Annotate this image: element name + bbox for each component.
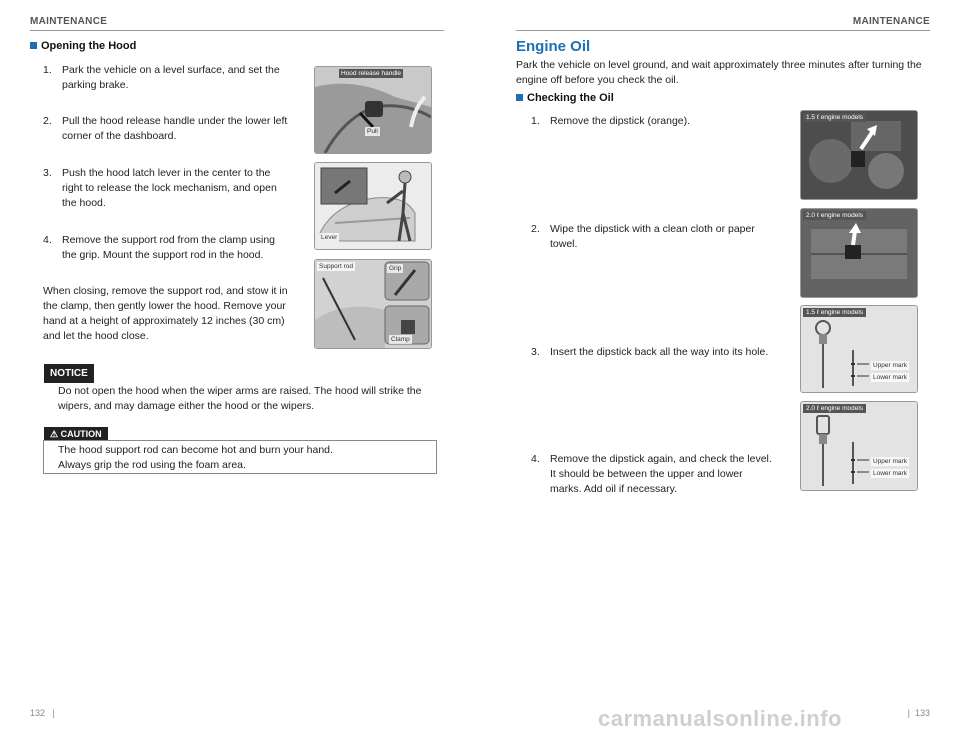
caution-badge	[44, 427, 108, 441]
step-line: towel.	[550, 238, 578, 250]
intro-line: engine off before you check the oil.	[516, 74, 679, 86]
engine-20-tag: 2.0 ℓ engine models	[803, 211, 866, 220]
notice-line: Do not open the hood when the wiper arms are raised. The hood will strike the	[58, 385, 422, 397]
step-line: It should be between the upper and lower	[550, 468, 743, 480]
step-number: 2.	[531, 223, 540, 235]
right-step-3	[531, 345, 796, 361]
step-text: Insert the dipstick back all the way into its hole.	[550, 346, 769, 358]
hood-latch-figure	[314, 162, 432, 250]
step-line: Remove the dipstick again, and check the level.	[550, 453, 772, 465]
step-line: Pull the hood release handle under the lower left	[62, 115, 288, 127]
lower-mark-label: Lower mark	[873, 470, 907, 477]
upper-mark-label: Upper mark	[873, 458, 907, 465]
step-line: Park the vehicle on a level surface, and set the	[62, 64, 280, 76]
right-header-rule	[516, 30, 930, 31]
right-step-1	[531, 114, 791, 130]
step-number: 3.	[43, 167, 52, 179]
left-section-title-text: Opening the Hood	[41, 40, 137, 52]
closing-paragraph	[43, 284, 303, 344]
step-number: 1.	[43, 64, 52, 76]
left-step-3	[43, 166, 303, 212]
step-line: Wipe the dipstick with a clean cloth or paper	[550, 223, 755, 235]
step-line: right to release the lock mechanism, and open	[62, 182, 277, 194]
closing-line: hand at a height of approximately 12 inches (30 cm)	[43, 315, 285, 327]
step-number: 2.	[43, 115, 52, 127]
step-text	[550, 222, 755, 252]
closing-line: the clamp, then gently lower the hood. Remove your	[43, 300, 286, 312]
support-rod-label: Support rod	[319, 263, 353, 270]
engine-15-illustration	[801, 111, 917, 199]
step-line: Remove the support rod from the clamp using	[62, 234, 276, 246]
step-line: the grip. Mount the support rod in the hood.	[62, 249, 264, 261]
lower-mark-label: Lower mark	[873, 374, 907, 381]
step-number: 1.	[531, 115, 540, 127]
left-step-2	[43, 114, 303, 146]
caution-text	[58, 443, 333, 473]
left-step-4	[43, 233, 303, 265]
engine-oil-title: Engine Oil	[516, 38, 591, 55]
right-step-2	[531, 222, 791, 254]
step-number: 4.	[43, 234, 52, 246]
left-header-rule	[30, 30, 444, 31]
warning-icon: ⚠	[50, 429, 59, 439]
lever-label: Lever	[321, 234, 338, 241]
closing-line: and let the hood close.	[43, 330, 149, 342]
pull-label: Pull	[367, 128, 378, 135]
hood-release-handle-label: Hood release handle	[341, 70, 401, 77]
engine-15-tag: 1.5 ℓ engine models	[803, 113, 866, 122]
engine-20-remove-figure	[800, 208, 918, 298]
right-step-4	[531, 452, 796, 498]
step-text	[62, 233, 275, 263]
dipstick-15-tag: 1.5 ℓ engine models	[803, 308, 866, 317]
caution-line: Always grip the rod using the foam area.	[58, 459, 246, 471]
step-line: Push the hood latch lever in the center to the	[62, 167, 271, 179]
step-number: 4.	[531, 453, 540, 465]
hood-release-illustration	[315, 67, 431, 153]
step-number: 3.	[531, 346, 540, 358]
step-text: Remove the dipstick (orange).	[550, 115, 691, 127]
step-line: corner of the dashboard.	[62, 130, 177, 142]
step-text	[62, 114, 287, 144]
notice-line: wipers, and may damage either the hood or the wipers.	[58, 400, 315, 412]
step-line: the hood.	[62, 197, 106, 209]
left-page-number-text: 132	[30, 708, 46, 718]
clamp-label: Clamp	[391, 336, 410, 343]
left-section-title	[30, 40, 136, 52]
engine-20-illustration	[801, 209, 917, 297]
notice-badge: NOTICE	[44, 364, 94, 383]
upper-mark-label: Upper mark	[873, 362, 907, 369]
grip-label: Grip	[389, 265, 402, 272]
left-page-number: 132 |	[30, 708, 55, 718]
step-text	[550, 452, 772, 497]
section-marker-icon	[516, 94, 523, 101]
caution-box	[43, 440, 437, 474]
left-header: MAINTENANCE	[30, 16, 108, 27]
right-page-number-text: 133	[914, 708, 930, 718]
engine-15-remove-figure	[800, 110, 918, 200]
right-page-number: | 133	[907, 708, 930, 718]
intro-line: Park the vehicle on level ground, and wait approximately three minutes after turning the	[516, 59, 922, 71]
support-rod-figure	[314, 259, 432, 349]
dipstick-15-figure	[800, 305, 918, 393]
watermark: carmanualsonline.info	[598, 706, 842, 731]
dipstick-20-tag: 2.0 ℓ engine models	[803, 404, 866, 413]
step-line: parking brake.	[62, 79, 129, 91]
right-header: MAINTENANCE	[852, 16, 930, 27]
section-marker-icon	[30, 42, 37, 49]
engine-oil-intro	[516, 58, 936, 88]
step-text	[62, 63, 280, 93]
caution-line: The hood support rod can become hot and burn your hand.	[58, 444, 333, 456]
right-section-title-text: Checking the Oil	[527, 92, 614, 104]
closing-line: When closing, remove the support rod, and stow it in	[43, 285, 288, 297]
left-step-1	[43, 63, 303, 95]
support-rod-illustration	[315, 260, 431, 348]
hood-release-figure	[314, 66, 432, 154]
notice-text	[58, 384, 448, 414]
dipstick-20-figure	[800, 401, 918, 491]
right-section-title	[516, 92, 614, 104]
caution-tag-text: CAUTION	[60, 429, 102, 439]
step-text	[62, 166, 277, 211]
step-line: marks. Add oil if necessary.	[550, 483, 678, 495]
